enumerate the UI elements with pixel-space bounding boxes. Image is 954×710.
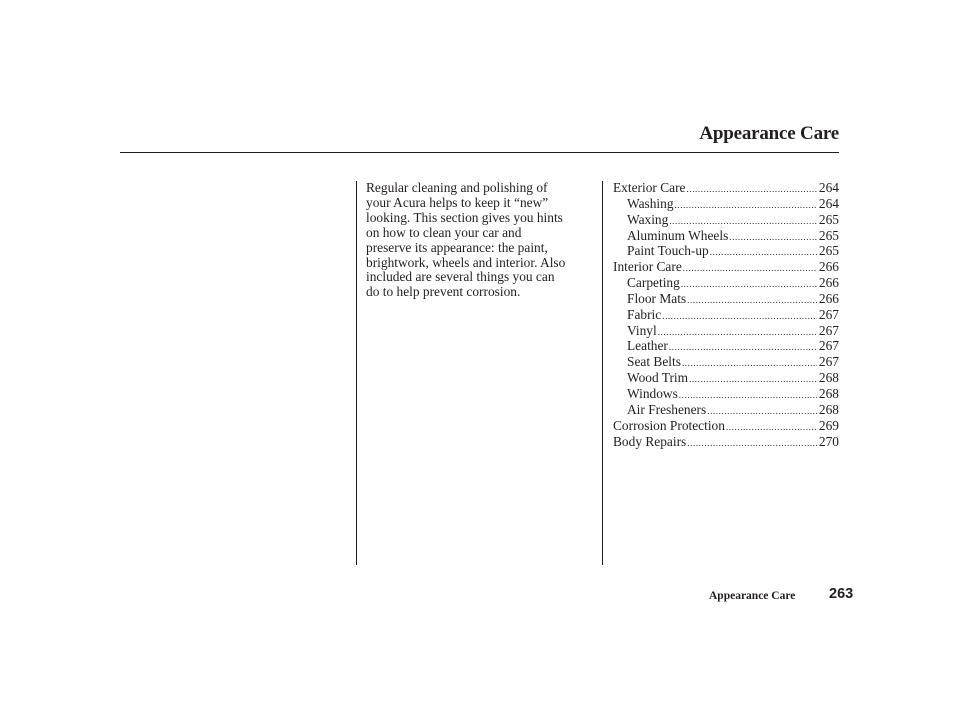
intro-line: your Acura helps to keep it “new” <box>366 194 549 210</box>
toc-entry-page: 270 <box>818 433 839 449</box>
toc-entry-page: 267 <box>818 306 839 322</box>
toc-entry-page: 266 <box>818 275 839 291</box>
toc-entry-label: Paint Touch-up <box>627 243 709 259</box>
toc-entry[interactable] <box>613 292 839 308</box>
toc-dot-leader <box>669 340 817 355</box>
toc-dot-leader <box>662 309 817 324</box>
toc-entry-label: Windows <box>627 385 678 401</box>
toc-dot-leader <box>689 372 817 387</box>
page-title: Appearance Care <box>699 123 839 144</box>
toc-entry-page: 266 <box>818 259 839 275</box>
toc-dot-leader <box>687 182 817 197</box>
toc-dot-leader <box>669 214 817 229</box>
toc-entry-page: 268 <box>818 370 839 386</box>
toc-entry-page: 266 <box>818 290 839 306</box>
toc-entry[interactable] <box>613 197 839 213</box>
toc-entry-label: Carpeting <box>627 275 680 291</box>
toc-entry-page: 267 <box>818 338 839 354</box>
toc-entry-label: Fabric <box>627 306 662 322</box>
toc-entry-label: Air Fresheners <box>627 401 707 417</box>
toc-entry-page: 268 <box>818 385 839 401</box>
toc-entry-page: 265 <box>818 211 839 227</box>
toc-entry-page: 265 <box>818 243 839 259</box>
toc-entry[interactable] <box>613 435 839 451</box>
toc-dot-leader <box>681 277 817 292</box>
toc-entry[interactable] <box>613 260 839 276</box>
toc-entry[interactable] <box>613 387 839 403</box>
toc-entry-label: Aluminum Wheels <box>627 227 729 243</box>
toc-dot-leader <box>707 404 817 419</box>
toc-dot-leader <box>710 245 817 260</box>
intro-paragraph <box>366 181 596 300</box>
toc-entry-page: 267 <box>818 354 839 370</box>
toc-entry-label: Body Repairs <box>613 433 687 449</box>
toc-entry[interactable] <box>613 308 839 324</box>
toc-entry[interactable] <box>613 355 839 371</box>
toc-dot-leader <box>683 261 817 276</box>
toc-entry-label: Corrosion Protection <box>613 417 725 433</box>
toc-entry-label: Leather <box>627 338 668 354</box>
toc-entry-label: Vinyl <box>627 322 657 338</box>
toc-entry-label: Waxing <box>627 211 669 227</box>
toc-entry-label: Wood Trim <box>627 370 689 386</box>
toc-entry-page: 268 <box>818 401 839 417</box>
toc-dot-leader <box>687 436 817 451</box>
column-divider-left <box>356 181 357 565</box>
toc-entry-page: 265 <box>818 227 839 243</box>
toc-entry[interactable] <box>613 276 839 292</box>
footer-section-label: Appearance Care <box>709 590 796 602</box>
intro-line: do to help prevent corrosion. <box>366 284 521 300</box>
toc-entry[interactable] <box>613 339 839 355</box>
intro-line: preserve its appearance: the paint, <box>366 239 548 255</box>
toc-entry[interactable] <box>613 181 839 197</box>
page-number: 263 <box>829 586 854 602</box>
toc-entry[interactable] <box>613 229 839 245</box>
toc-dot-leader <box>726 420 817 435</box>
table-of-contents <box>613 181 839 450</box>
toc-entry[interactable] <box>613 324 839 340</box>
toc-entry-page: 264 <box>818 195 839 211</box>
intro-line: on how to clean your car and <box>366 224 522 240</box>
toc-entry-label: Washing <box>627 195 674 211</box>
intro-line: Regular cleaning and polishing of <box>366 180 548 195</box>
toc-entry[interactable] <box>613 419 839 435</box>
toc-dot-leader <box>679 388 817 403</box>
toc-entry-label: Floor Mats <box>627 290 687 306</box>
toc-entry-page: 269 <box>818 417 839 433</box>
intro-line: looking. This section gives you hints <box>366 209 563 225</box>
toc-entry-label: Interior Care <box>613 259 682 275</box>
toc-entry[interactable] <box>613 213 839 229</box>
toc-dot-leader <box>687 293 817 308</box>
toc-entry-page: 264 <box>818 180 839 195</box>
toc-entry[interactable] <box>613 371 839 387</box>
toc-entry[interactable] <box>613 403 839 419</box>
toc-entry-label: Exterior Care <box>613 180 686 195</box>
intro-line: brightwork, wheels and interior. Also <box>366 254 566 270</box>
toc-dot-leader <box>675 198 817 213</box>
toc-dot-leader <box>682 356 817 371</box>
toc-dot-leader <box>729 230 817 245</box>
intro-line: included are several things you can <box>366 269 555 285</box>
title-divider <box>120 152 839 153</box>
toc-dot-leader <box>658 325 817 340</box>
toc-entry[interactable] <box>613 244 839 260</box>
column-divider-right <box>602 181 603 565</box>
toc-entry-page: 267 <box>818 322 839 338</box>
toc-entry-label: Seat Belts <box>627 354 681 370</box>
